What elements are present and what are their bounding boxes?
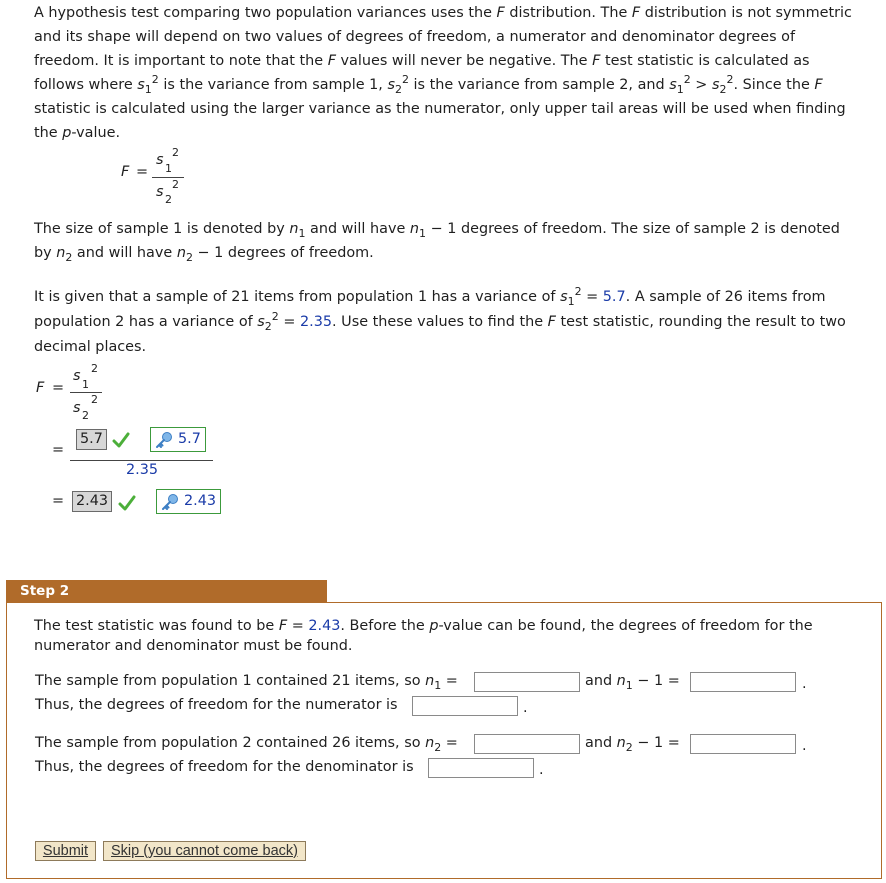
intro-paragraph-1: A hypothesis test comparing two population variances uses the F distribution. The F distribution is not symmetric and its shape will depend on two values of degrees of freedom, a numerator and denominator degrees of freedom. It is important to note that the F values will never be negative. The F test statistic is calculated as follows where $s_1^2$ is the variance from sample 1, $s_2^2$ is the variance from sample 2, and $s_1^2 > s_2^2$. Since the F statistic is calculated using the larger variance as the numerator, only upper tail areas will be used when finding the p-value. xyxy=(34,5,852,141)
n2-minus-1-input[interactable] xyxy=(690,734,796,754)
n1-minus-1-input[interactable] xyxy=(690,672,796,692)
checkmark-icon xyxy=(118,495,136,511)
intro-paragraph-2: The size of sample 1 is denoted by $n_1$ and will have $n_1 - 1$ degrees of freedom. The size of sample 2 is denoted by $n_2$ and will have $n_2 - 1$ degrees of freedom. xyxy=(34,221,840,264)
denominator-df-input[interactable] xyxy=(428,758,534,778)
result-answer: 2.43 xyxy=(72,491,112,512)
step-2-header: Step 2 xyxy=(6,580,327,602)
fraction-bar xyxy=(152,177,184,178)
key-icon xyxy=(155,431,173,449)
n1-input[interactable] xyxy=(474,672,580,692)
numerator-key: 5.7 xyxy=(150,427,206,452)
intro-paragraph-3: It is given that a sample of 21 items from population 1 has a variance of $s_1^2 = 5.7$. A sample of 26 items from population 2 has a variance of $s_2^2 = 2.35$. Use these values to find the F test statistic, rounding the result to two decimal places. xyxy=(34,285,846,355)
denominator-value: 2.35 xyxy=(126,462,159,478)
numerator-answer: 5.7 xyxy=(76,429,107,450)
key-icon xyxy=(161,493,179,511)
submit-button[interactable]: Submit xyxy=(35,841,96,861)
numerator-df-input[interactable] xyxy=(412,696,518,716)
skip-button[interactable]: Skip (you cannot come back) xyxy=(103,841,306,861)
result-key: 2.43 xyxy=(156,489,221,514)
n2-input[interactable] xyxy=(474,734,580,754)
step-2-intro: The test statistic was found to be F = 2.43. Before the p-value can be found, the degrees of freedom for the numerator and denominator must be found. xyxy=(34,618,813,654)
checkmark-icon xyxy=(112,432,130,448)
formula-f: F xyxy=(121,164,130,180)
